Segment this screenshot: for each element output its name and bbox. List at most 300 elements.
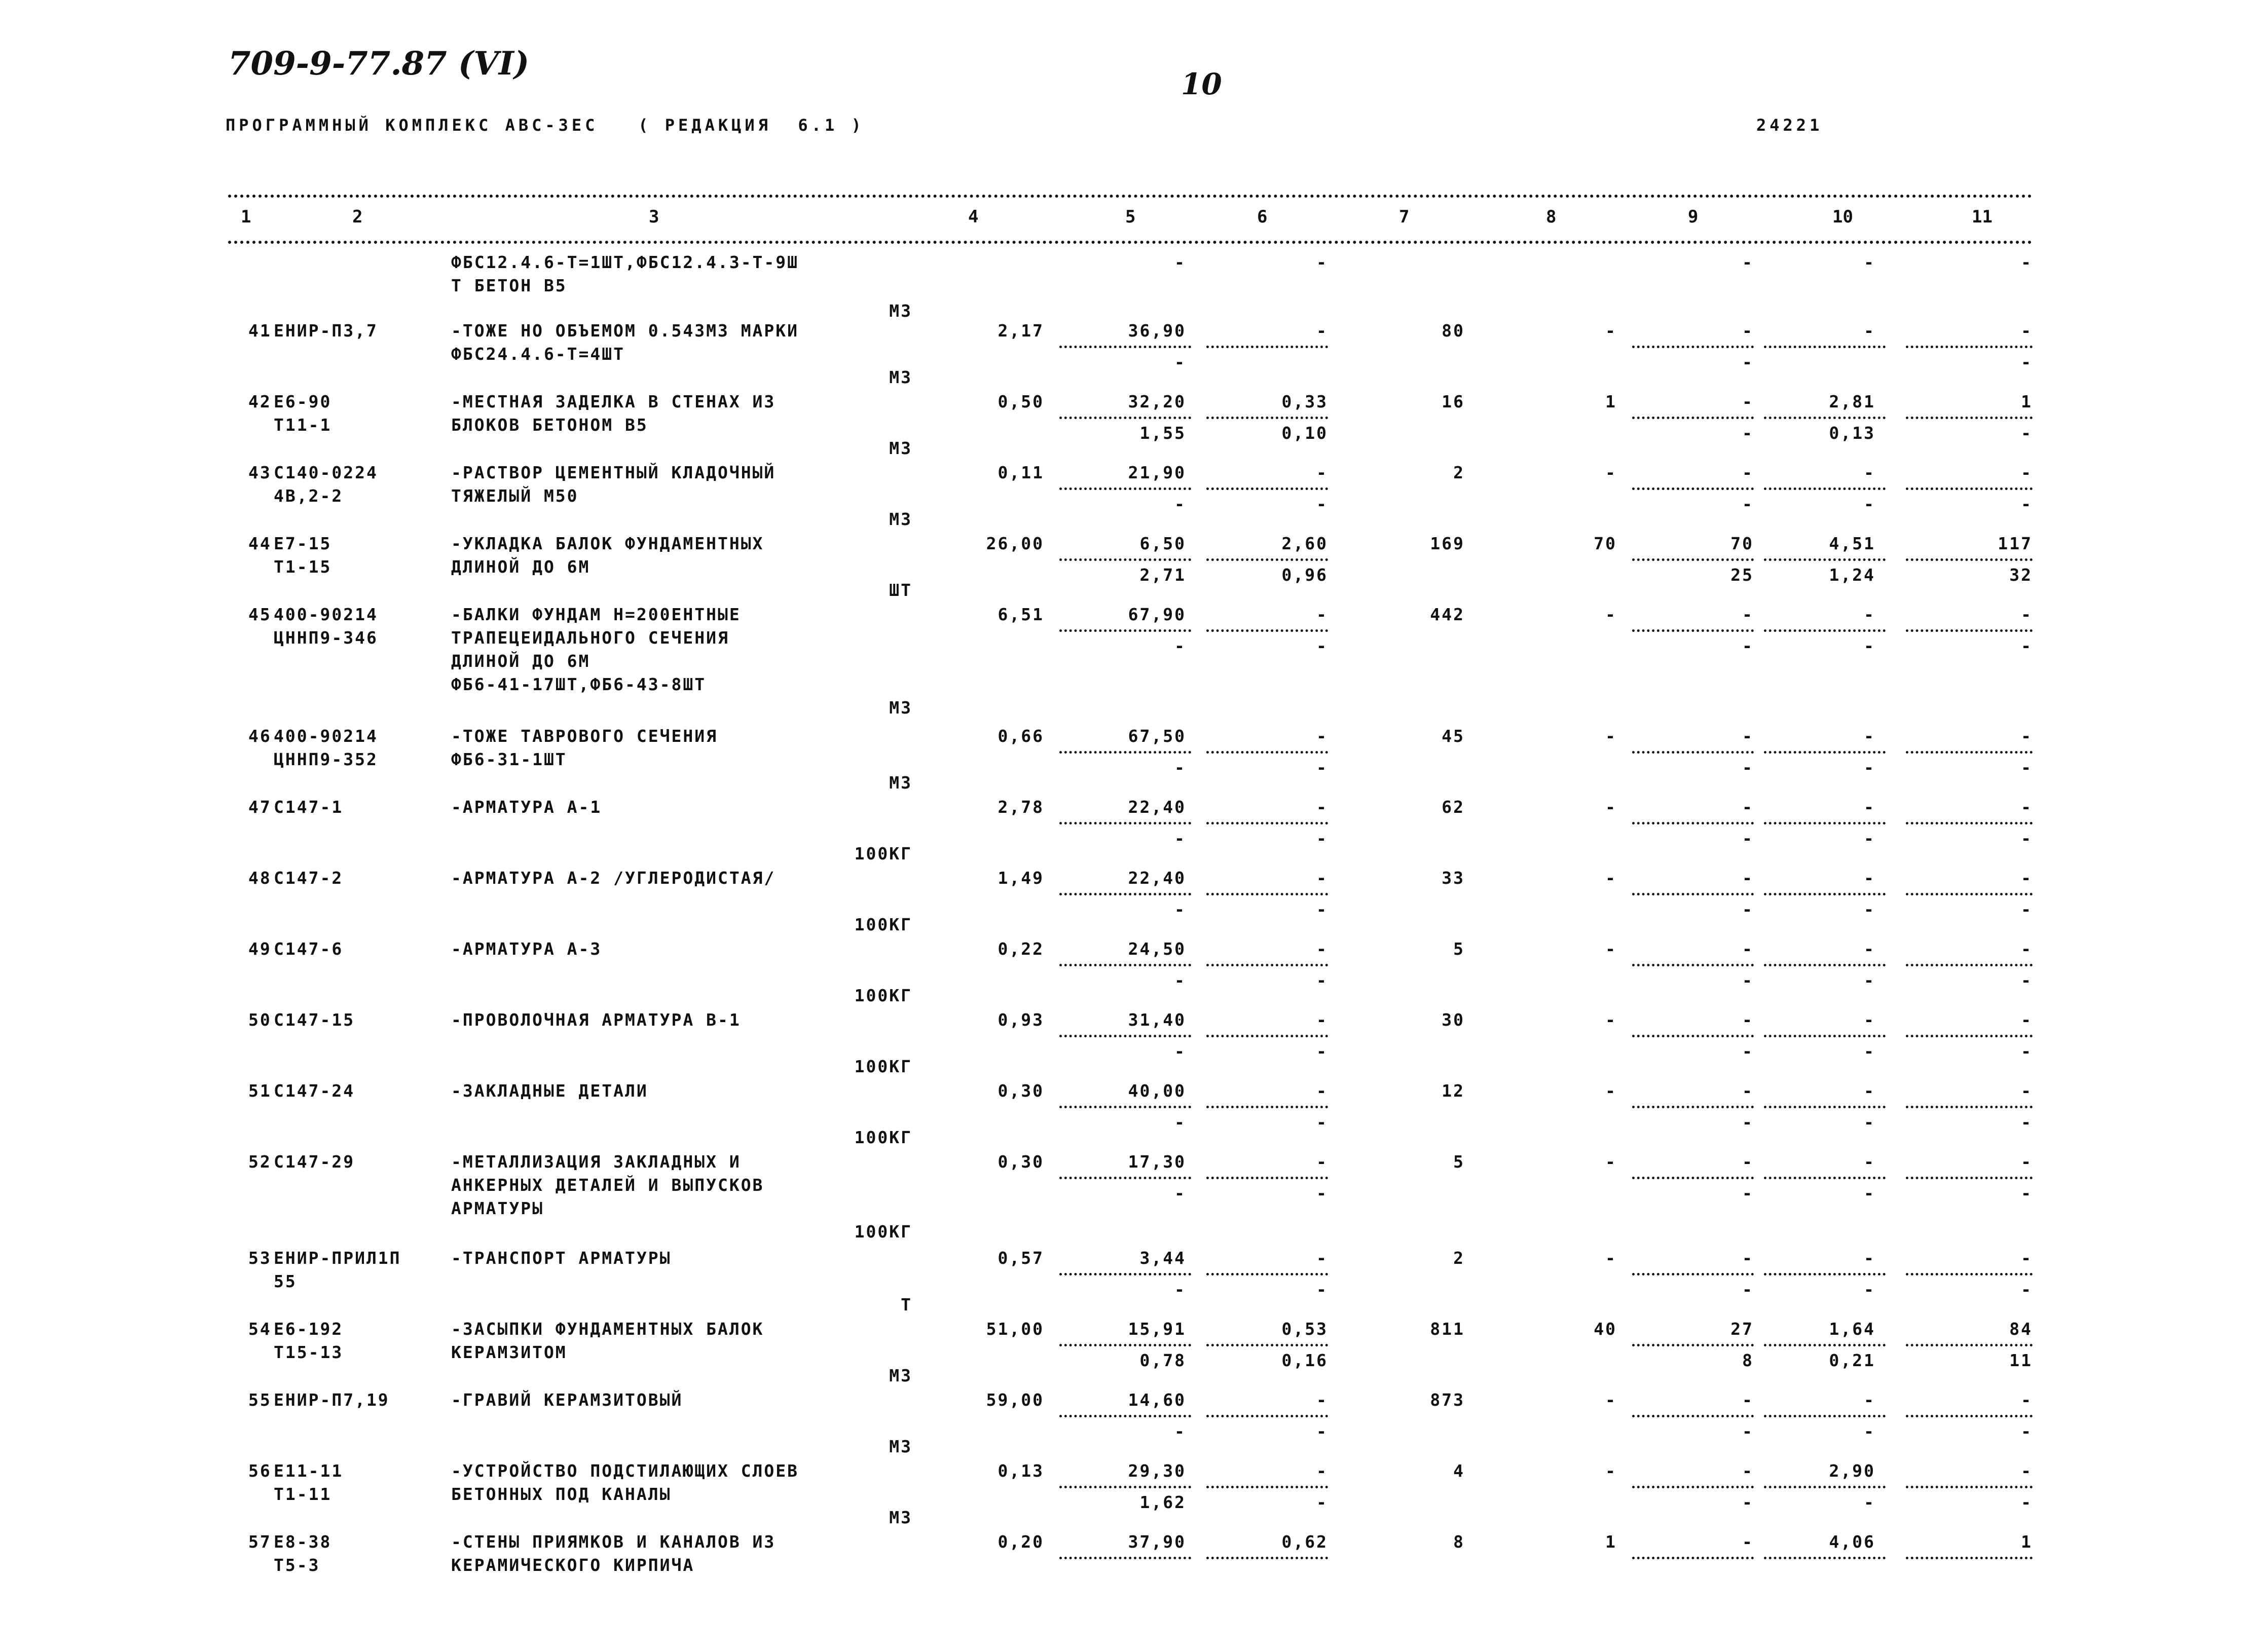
row-col10-sub: - [1864, 1112, 1875, 1132]
row-unit: 100КГ [854, 1222, 912, 1242]
row-col5-sub: - [1174, 970, 1186, 990]
row-col8: - [1605, 1152, 1617, 1172]
row-col6-divider [1206, 1177, 1328, 1179]
row-col6-sub: - [1316, 1183, 1328, 1203]
row-code: Е8-38 Т5-3 [274, 1532, 332, 1575]
row-number: 56 [248, 1461, 272, 1481]
row-col6: - [1316, 1461, 1328, 1481]
row-col11-divider [1906, 1177, 2033, 1179]
row-col6-sub: 0,96 [1281, 565, 1328, 585]
row-col5-divider [1059, 1106, 1191, 1108]
row-unit: 100КГ [854, 986, 912, 1005]
row-col6-sub: - [1316, 829, 1328, 848]
row-col6: - [1316, 1248, 1328, 1268]
row-number: 50 [248, 1010, 272, 1030]
row-col6-sub: - [1316, 1421, 1328, 1441]
row-col5-divider [1059, 964, 1191, 966]
row-col10-divider [1764, 1273, 1886, 1275]
row-col5: 24,50 [1128, 939, 1186, 959]
row-code: Е6-192 Т15-13 [274, 1319, 344, 1362]
row-unit: 100КГ [854, 1128, 912, 1147]
row-quantity: 1,49 [998, 868, 1044, 888]
row-col5: 32,20 [1128, 392, 1186, 411]
row-col6: - [1316, 463, 1328, 482]
row-col9-divider [1632, 1486, 1754, 1488]
row-col11-divider [1906, 751, 2033, 754]
row-col11-sub: - [2021, 636, 2033, 656]
row-unit: ШТ [889, 580, 912, 600]
row-col9-sub: - [1742, 494, 1754, 514]
row-col10: 1,64 [1829, 1319, 1875, 1339]
table-top-rule [228, 195, 2033, 198]
row-col9-sub: - [1742, 829, 1754, 848]
row-col5: 17,30 [1128, 1152, 1186, 1172]
program-title: ПРОГРАММНЫЙ КОМПЛЕКС АВС-3ЕС ( РЕДАКЦИЯ 6.1 ) [226, 116, 865, 135]
row-col5: 67,90 [1128, 605, 1186, 624]
row-col6-divider [1206, 629, 1328, 632]
row-col11: - [2021, 1081, 2033, 1101]
row-col5-divider [1059, 558, 1191, 561]
row-unit: М3 [889, 509, 912, 529]
row-description: -ТОЖЕ ТАВРОВОГО СЕЧЕНИЯ ФБ6-31-1ШТ [451, 726, 718, 769]
row-quantity: 0,30 [998, 1152, 1044, 1172]
row-col9-divider [1632, 558, 1754, 561]
row-col9-divider [1632, 629, 1754, 632]
row-col10-sub: - [1864, 970, 1875, 990]
row-col5: 22,40 [1128, 797, 1186, 817]
row-code: ЕНИР-П7,19 [274, 1390, 390, 1410]
row-code: Е7-15 Т1-15 [274, 534, 332, 577]
row-col10: 2,81 [1829, 392, 1875, 411]
row-col6: - [1316, 1081, 1328, 1101]
row-col11-sub: - [2021, 970, 2033, 990]
row-col5: 22,40 [1128, 868, 1186, 888]
row-col7: 811 [1430, 1319, 1465, 1339]
row-description: -МЕСТНАЯ ЗАДЕЛКА В СТЕНАХ ИЗ БЛОКОВ БЕТОНОМ В5 [451, 392, 776, 435]
row-col10: - [1864, 321, 1875, 341]
row-col10-divider [1764, 1415, 1886, 1417]
row-col6-divider [1206, 1106, 1328, 1108]
row-col8: - [1605, 605, 1617, 624]
row-col9: - [1742, 1248, 1754, 1268]
table-header-rule [228, 241, 2033, 244]
row-number: 51 [248, 1081, 272, 1101]
row-col7: 169 [1430, 534, 1465, 553]
row-description: -АРМАТУРА А-3 [451, 939, 602, 959]
row-quantity: 0,30 [998, 1081, 1044, 1101]
row-quantity: 0,22 [998, 939, 1044, 959]
row-code: ЕНИР-ПРИЛ1П 55 [274, 1248, 401, 1291]
row-col11-sub: - [2021, 1280, 2033, 1299]
row-col11-divider [1906, 417, 2033, 419]
row-quantity: 0,11 [998, 463, 1044, 482]
row-col7: 4 [1453, 1461, 1465, 1481]
row-number: 57 [248, 1532, 272, 1552]
row-col6: 0,33 [1281, 392, 1328, 411]
row-col10: - [1864, 726, 1875, 746]
row-col10: - [1864, 1390, 1875, 1410]
row-unit: М3 [889, 1508, 912, 1527]
row-col5: 31,40 [1128, 1010, 1186, 1030]
row-col10-sub: - [1864, 494, 1875, 514]
row-col10-divider [1764, 893, 1886, 895]
row-col9: - [1742, 1010, 1754, 1030]
row-code: ЕНИР-ПЗ,7 [274, 321, 378, 341]
row-col11-divider [1906, 629, 2033, 632]
row-quantity: 0,93 [998, 1010, 1044, 1030]
row-col5-divider [1059, 1486, 1191, 1488]
row-col6-divider [1206, 893, 1328, 895]
row-quantity: 2,17 [998, 321, 1044, 341]
row-col6-divider [1206, 558, 1328, 561]
row-col11: - [2021, 797, 2033, 817]
row-number: 41 [248, 321, 272, 341]
row-col9-divider [1632, 964, 1754, 966]
row-col10-sub: - [1864, 1421, 1875, 1441]
row-col9-divider [1632, 487, 1754, 490]
row-col6: - [1316, 939, 1328, 959]
row-col11-divider [1906, 487, 2033, 490]
row-col10-divider [1764, 487, 1886, 490]
row-col6-sub: - [1316, 899, 1328, 919]
row-col5: 36,90 [1128, 321, 1186, 341]
row-unit: М3 [889, 773, 912, 793]
row-col9: - [1742, 1390, 1754, 1410]
row-col6-divider [1206, 487, 1328, 490]
row-code: 400-90214 ЦННП9-346 [274, 605, 378, 648]
row-col10-divider [1764, 417, 1886, 419]
row-col5-divider [1059, 417, 1191, 419]
row-quantity: 51,00 [986, 1319, 1044, 1339]
row-col5-divider [1059, 1557, 1191, 1559]
row-col9: - [1742, 392, 1754, 411]
column-number: 7 [1399, 207, 1410, 227]
row-col9: - [1742, 605, 1754, 624]
row-col8: - [1605, 463, 1617, 482]
row-col5-sub: - [1174, 1183, 1186, 1203]
row-col11-divider [1906, 1106, 2033, 1108]
row-col9: - [1742, 868, 1754, 888]
row-number: 45 [248, 605, 272, 624]
row-code: Е11-11 Т1-11 [274, 1461, 344, 1504]
row-number: 42 [248, 392, 272, 411]
row-col6-sub: - [1316, 494, 1328, 514]
row-col10-sub: - [1864, 1041, 1875, 1061]
row-description: -ТРАНСПОРТ АРМАТУРЫ [451, 1248, 672, 1268]
row-col6-divider [1206, 1557, 1328, 1559]
row-col11: - [2021, 1390, 2033, 1410]
row-col11-divider [1906, 1415, 2033, 1417]
row-col11: - [2021, 1152, 2033, 1172]
row-unit: М3 [889, 438, 912, 458]
row-col11-divider [1906, 558, 2033, 561]
row-col11-divider [1906, 1344, 2033, 1346]
row-col11-sub: - [2021, 1421, 2033, 1441]
row-col9-divider [1632, 751, 1754, 754]
row-col9: - [1742, 939, 1754, 959]
row-col5: - [1174, 252, 1186, 272]
row-number: 43 [248, 463, 272, 482]
row-code: С147-29 [274, 1152, 355, 1172]
row-col11-sub: - [2021, 423, 2033, 443]
row-col5-sub: - [1174, 1280, 1186, 1299]
row-col10: - [1864, 939, 1875, 959]
row-col11: 1 [2021, 392, 2033, 411]
row-col6-sub: - [1316, 1492, 1328, 1512]
row-col10-sub: - [1864, 1183, 1875, 1203]
row-col5-sub: - [1174, 1421, 1186, 1441]
row-col11-sub: - [2021, 899, 2033, 919]
row-description: -ГРАВИЙ КЕРАМЗИТОВЫЙ [451, 1390, 683, 1410]
row-number: 54 [248, 1319, 272, 1339]
row-col9: - [1742, 463, 1754, 482]
row-col11-sub: - [2021, 1492, 2033, 1512]
handwritten-code: 709-9-77.87 (VI) [228, 45, 530, 83]
row-number: 49 [248, 939, 272, 959]
row-col10-divider [1764, 751, 1886, 754]
row-col6: - [1316, 1010, 1328, 1030]
row-col9-divider [1632, 822, 1754, 824]
row-col8: - [1605, 797, 1617, 817]
row-col5-sub: - [1174, 829, 1186, 848]
row-number: 48 [248, 868, 272, 888]
row-col11-divider [1906, 346, 2033, 348]
row-col5-sub: - [1174, 352, 1186, 372]
row-col9-sub: - [1742, 899, 1754, 919]
row-col11: - [2021, 463, 2033, 482]
row-unit: 100КГ [854, 915, 912, 934]
row-code: 400-90214 ЦННП9-352 [274, 726, 378, 769]
row-col10-divider [1764, 822, 1886, 824]
row-col10-sub: 1,24 [1829, 565, 1875, 585]
row-col10: - [1864, 1081, 1875, 1101]
row-unit: М3 [889, 698, 912, 718]
row-col9-divider [1632, 417, 1754, 419]
row-col9-sub: - [1742, 758, 1754, 777]
row-col6: - [1316, 726, 1328, 746]
row-col9-divider [1632, 1035, 1754, 1037]
row-col5-sub: - [1174, 494, 1186, 514]
row-col10: - [1864, 252, 1875, 272]
row-quantity: 2,78 [998, 797, 1044, 817]
row-description: -АРМАТУРА А-1 [451, 797, 602, 817]
row-unit: М3 [889, 367, 912, 387]
row-col7: 16 [1442, 392, 1465, 411]
row-col10-divider [1764, 1106, 1886, 1108]
row-col10-sub: - [1864, 1280, 1875, 1299]
row-col9: - [1742, 321, 1754, 341]
row-col11-divider [1906, 1035, 2033, 1037]
row-col5-sub: 2,71 [1139, 565, 1186, 585]
row-col6-sub: - [1316, 1112, 1328, 1132]
row-col11-sub: - [2021, 494, 2033, 514]
row-col10-divider [1764, 1557, 1886, 1559]
row-col5-sub: - [1174, 1041, 1186, 1061]
row-col6: - [1316, 605, 1328, 624]
row-col8: 1 [1605, 1532, 1617, 1552]
row-col7: 873 [1430, 1390, 1465, 1410]
row-col9-sub: - [1742, 1041, 1754, 1061]
row-col10-divider [1764, 1177, 1886, 1179]
column-number: 5 [1125, 207, 1136, 227]
row-col11-divider [1906, 1486, 2033, 1488]
row-col10-sub: - [1864, 1492, 1875, 1512]
row-col9-divider [1632, 893, 1754, 895]
row-col8: 40 [1594, 1319, 1617, 1339]
row-col5-sub: - [1174, 1112, 1186, 1132]
row-col6-sub: - [1316, 758, 1328, 777]
row-col11-sub: - [2021, 829, 2033, 848]
row-col10: 2,90 [1829, 1461, 1875, 1481]
row-col8: - [1605, 1461, 1617, 1481]
row-col5-sub: - [1174, 899, 1186, 919]
row-col6-divider [1206, 346, 1328, 348]
row-col7: 5 [1453, 1152, 1465, 1172]
row-col11-divider [1906, 1273, 2033, 1275]
row-col11: - [2021, 939, 2033, 959]
row-description: -УКЛАДКА БАЛОК ФУНДАМЕНТНЫХ ДЛИНОЙ ДО 6М [451, 534, 764, 577]
row-col9: - [1742, 1532, 1754, 1552]
row-unit: 100КГ [854, 844, 912, 863]
row-col11: - [2021, 252, 2033, 272]
row-col10-sub: 0,13 [1829, 423, 1875, 443]
row-col6-divider [1206, 1273, 1328, 1275]
row-col5: 6,50 [1139, 534, 1186, 553]
row-col10-sub: - [1864, 829, 1875, 848]
row-col9-divider [1632, 1106, 1754, 1108]
row-col11: 117 [1998, 534, 2033, 553]
row-col6-divider [1206, 1486, 1328, 1488]
row-col6-sub: - [1316, 970, 1328, 990]
row-number: 53 [248, 1248, 272, 1268]
row-col6-divider [1206, 964, 1328, 966]
row-col5-divider [1059, 346, 1191, 348]
row-description: -БАЛКИ ФУНДАМ Н=200ЕНТНЫЕ ТРАПЕЦЕИДАЛЬНОГО СЕЧЕНИЯ ДЛИНОЙ ДО 6М ФБ6-41-17ШТ,ФБ6-43-8ШТ [451, 605, 741, 694]
column-number: 9 [1688, 207, 1699, 227]
column-number-row [228, 207, 2033, 229]
row-col8: - [1605, 868, 1617, 888]
column-number: 10 [1832, 207, 1853, 227]
row-col8: 1 [1605, 392, 1617, 411]
row-col10: 4,51 [1829, 534, 1875, 553]
row-col10: 4,06 [1829, 1532, 1875, 1552]
row-col5: 37,90 [1128, 1532, 1186, 1552]
row-col9-sub: - [1742, 970, 1754, 990]
row-col11-sub: 32 [2009, 565, 2033, 585]
row-code: Е6-90 Т11-1 [274, 392, 332, 435]
row-col9-sub: 25 [1730, 565, 1754, 585]
row-col10: - [1864, 1152, 1875, 1172]
row-quantity: 0,57 [998, 1248, 1044, 1268]
row-col7: 62 [1442, 797, 1465, 817]
column-number: 8 [1546, 207, 1557, 227]
row-quantity: 59,00 [986, 1390, 1044, 1410]
row-col9-divider [1632, 1177, 1754, 1179]
row-col9-divider [1632, 1557, 1754, 1559]
row-col7: 8 [1453, 1532, 1465, 1552]
row-col10-sub: - [1864, 758, 1875, 777]
column-number: 2 [352, 207, 363, 227]
row-col9: - [1742, 1152, 1754, 1172]
row-col6-divider [1206, 751, 1328, 754]
row-col10: - [1864, 1248, 1875, 1268]
doc-number: 24221 [1756, 116, 1823, 135]
row-col6: - [1316, 797, 1328, 817]
row-col7: 45 [1442, 726, 1465, 746]
row-col11: - [2021, 1461, 2033, 1481]
row-col9: 70 [1730, 534, 1754, 553]
row-col11-divider [1906, 1557, 2033, 1559]
row-col11: - [2021, 726, 2033, 746]
row-col5: 3,44 [1139, 1248, 1186, 1268]
row-col5: 29,30 [1128, 1461, 1186, 1481]
row-code: С147-2 [274, 868, 344, 888]
row-col7: 442 [1430, 605, 1465, 624]
row-unit: М3 [889, 301, 912, 321]
row-col5: 15,91 [1128, 1319, 1186, 1339]
row-col9-divider [1632, 1415, 1754, 1417]
row-col5-divider [1059, 893, 1191, 895]
row-col9-divider [1632, 1273, 1754, 1275]
row-col11-sub: - [2021, 1183, 2033, 1203]
row-description: -ЗАСЫПКИ ФУНДАМЕНТНЫХ БАЛОК КЕРАМЗИТОМ [451, 1319, 764, 1362]
row-col5-divider [1059, 1035, 1191, 1037]
row-col11: - [2021, 1248, 2033, 1268]
row-col10-divider [1764, 346, 1886, 348]
row-number: 52 [248, 1152, 272, 1172]
row-col9: 27 [1730, 1319, 1754, 1339]
row-col8: - [1605, 1248, 1617, 1268]
row-number: 44 [248, 534, 272, 553]
row-col9-sub: - [1742, 1183, 1754, 1203]
row-col5-sub: 1,62 [1139, 1492, 1186, 1512]
row-col9-divider [1632, 1344, 1754, 1346]
row-col5: 21,90 [1128, 463, 1186, 482]
row-col7: 12 [1442, 1081, 1465, 1101]
row-col11: - [2021, 868, 2033, 888]
column-number: 1 [241, 207, 251, 227]
row-col11-divider [1906, 822, 2033, 824]
row-col9: - [1742, 1081, 1754, 1101]
row-col10-divider [1764, 629, 1886, 632]
row-col10: - [1864, 1010, 1875, 1030]
row-col11: - [2021, 321, 2033, 341]
row-col5: 40,00 [1128, 1081, 1186, 1101]
row-col6: - [1316, 1390, 1328, 1410]
row-col11-sub: - [2021, 1112, 2033, 1132]
row-col11: 84 [2009, 1319, 2033, 1339]
row-col10-divider [1764, 558, 1886, 561]
row-col9-sub: - [1742, 423, 1754, 443]
row-col5-sub: 0,78 [1139, 1350, 1186, 1370]
row-col8: - [1605, 939, 1617, 959]
row-code: С147-24 [274, 1081, 355, 1101]
row-col6: - [1316, 252, 1328, 272]
row-col11: - [2021, 605, 2033, 624]
row-col7: 2 [1453, 463, 1465, 482]
row-col11-divider [1906, 964, 2033, 966]
row-col9-sub: 8 [1742, 1350, 1754, 1370]
row-col6-sub: 0,10 [1281, 423, 1328, 443]
row-col10: - [1864, 463, 1875, 482]
row-col6-divider [1206, 1035, 1328, 1037]
row-col6-sub: - [1316, 1280, 1328, 1299]
row-col11: - [2021, 1010, 2033, 1030]
row-col5-sub: - [1174, 758, 1186, 777]
column-number: 4 [968, 207, 979, 227]
row-col11-divider [1906, 893, 2033, 895]
row-quantity: 0,20 [998, 1532, 1044, 1552]
